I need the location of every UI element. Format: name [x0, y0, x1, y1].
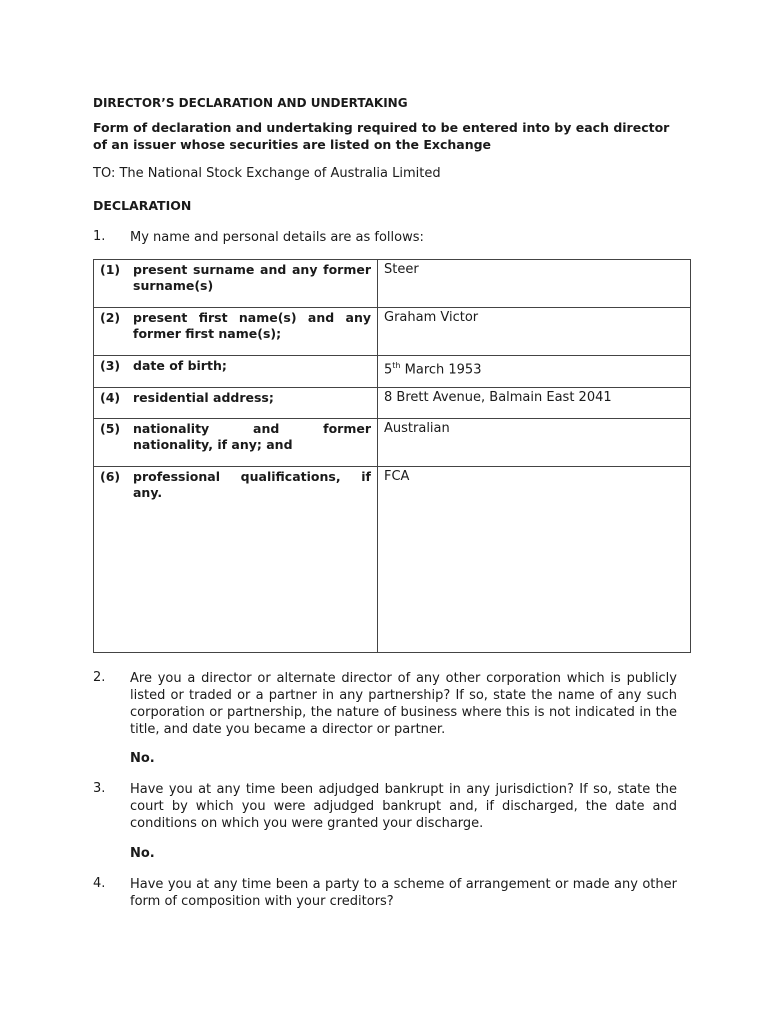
- item-number: 2.: [93, 670, 106, 685]
- table-row: [94, 260, 691, 308]
- document-title: DIRECTOR’S DECLARATION AND UNDERTAKING: [93, 96, 408, 110]
- personal-details-table: [93, 259, 691, 653]
- detail-value-cell: [378, 308, 691, 356]
- item-answer: No.: [130, 846, 155, 861]
- item-number: 4.: [93, 876, 106, 891]
- detail-label: residential address;: [133, 390, 274, 405]
- detail-value: Steer: [384, 262, 419, 277]
- table-row: [94, 419, 691, 467]
- detail-value: FCA: [384, 469, 410, 484]
- detail-number: (5): [100, 421, 121, 436]
- addressee-line: TO: The National Stock Exchange of Australia Limited: [93, 166, 441, 181]
- table-row: [94, 467, 691, 653]
- detail-value: 8 Brett Avenue, Balmain East 2041: [384, 390, 612, 405]
- detail-value-cell: [378, 356, 691, 388]
- detail-label: date of birth;: [133, 358, 227, 373]
- detail-label: professional qualifications, if any.: [133, 469, 371, 500]
- detail-number: (6): [100, 469, 121, 484]
- detail-label-cell: [94, 356, 378, 388]
- detail-number: (3): [100, 358, 121, 373]
- detail-label: nationality and former nationality, if any; and: [133, 421, 371, 452]
- table-row: [94, 388, 691, 419]
- detail-label-cell: [94, 419, 378, 467]
- item-text: My name and personal details are as follows:: [130, 230, 424, 245]
- birth-day-suffix: th: [392, 361, 401, 370]
- item-number: 3.: [93, 781, 106, 796]
- detail-value-cell: [378, 260, 691, 308]
- detail-value-cell: [378, 419, 691, 467]
- document-subtitle: Form of declaration and undertaking required to be entered into by each director of an issuer whose securities are listed on the Exchange: [93, 120, 670, 152]
- detail-value-cell: [378, 467, 691, 653]
- detail-label-cell: [94, 260, 378, 308]
- detail-label: present first name(s) and any former first name(s);: [133, 310, 371, 341]
- item-answer: No.: [130, 751, 155, 766]
- detail-value: Australian: [384, 421, 450, 436]
- item-number: 1.: [93, 229, 106, 244]
- table-row: [94, 308, 691, 356]
- detail-value: Graham Victor: [384, 310, 479, 325]
- detail-number: (4): [100, 390, 121, 405]
- item-text: Are you a director or alternate director of any other corporation which is publicly listed or traded or a partner in any partnership? If so, state the name of any such corporation or partnership, the nature of business where this is not indicated in the title, and date you became a director or partner.: [130, 671, 677, 737]
- detail-label-cell: [94, 467, 378, 653]
- detail-value-cell: [378, 388, 691, 419]
- birth-month-year: March 1953: [400, 362, 482, 378]
- detail-number: (2): [100, 310, 121, 325]
- detail-number: (1): [100, 262, 121, 277]
- table-row: [94, 356, 691, 388]
- detail-value: [378, 356, 690, 378]
- declaration-heading: DECLARATION: [93, 198, 192, 213]
- detail-label: present surname and any former surname(s): [133, 262, 371, 293]
- item-text: Have you at any time been a party to a scheme of arrangement or made any other form of composition with your creditors?: [130, 877, 677, 909]
- item-text: Have you at any time been adjudged bankrupt in any jurisdiction? If so, state the court by which you were adjudged bankrupt and, if discharged, the date and conditions on which you were granted your discharge.: [130, 782, 677, 831]
- detail-label-cell: [94, 308, 378, 356]
- detail-label-cell: [94, 388, 378, 419]
- birth-day: 5: [384, 362, 393, 378]
